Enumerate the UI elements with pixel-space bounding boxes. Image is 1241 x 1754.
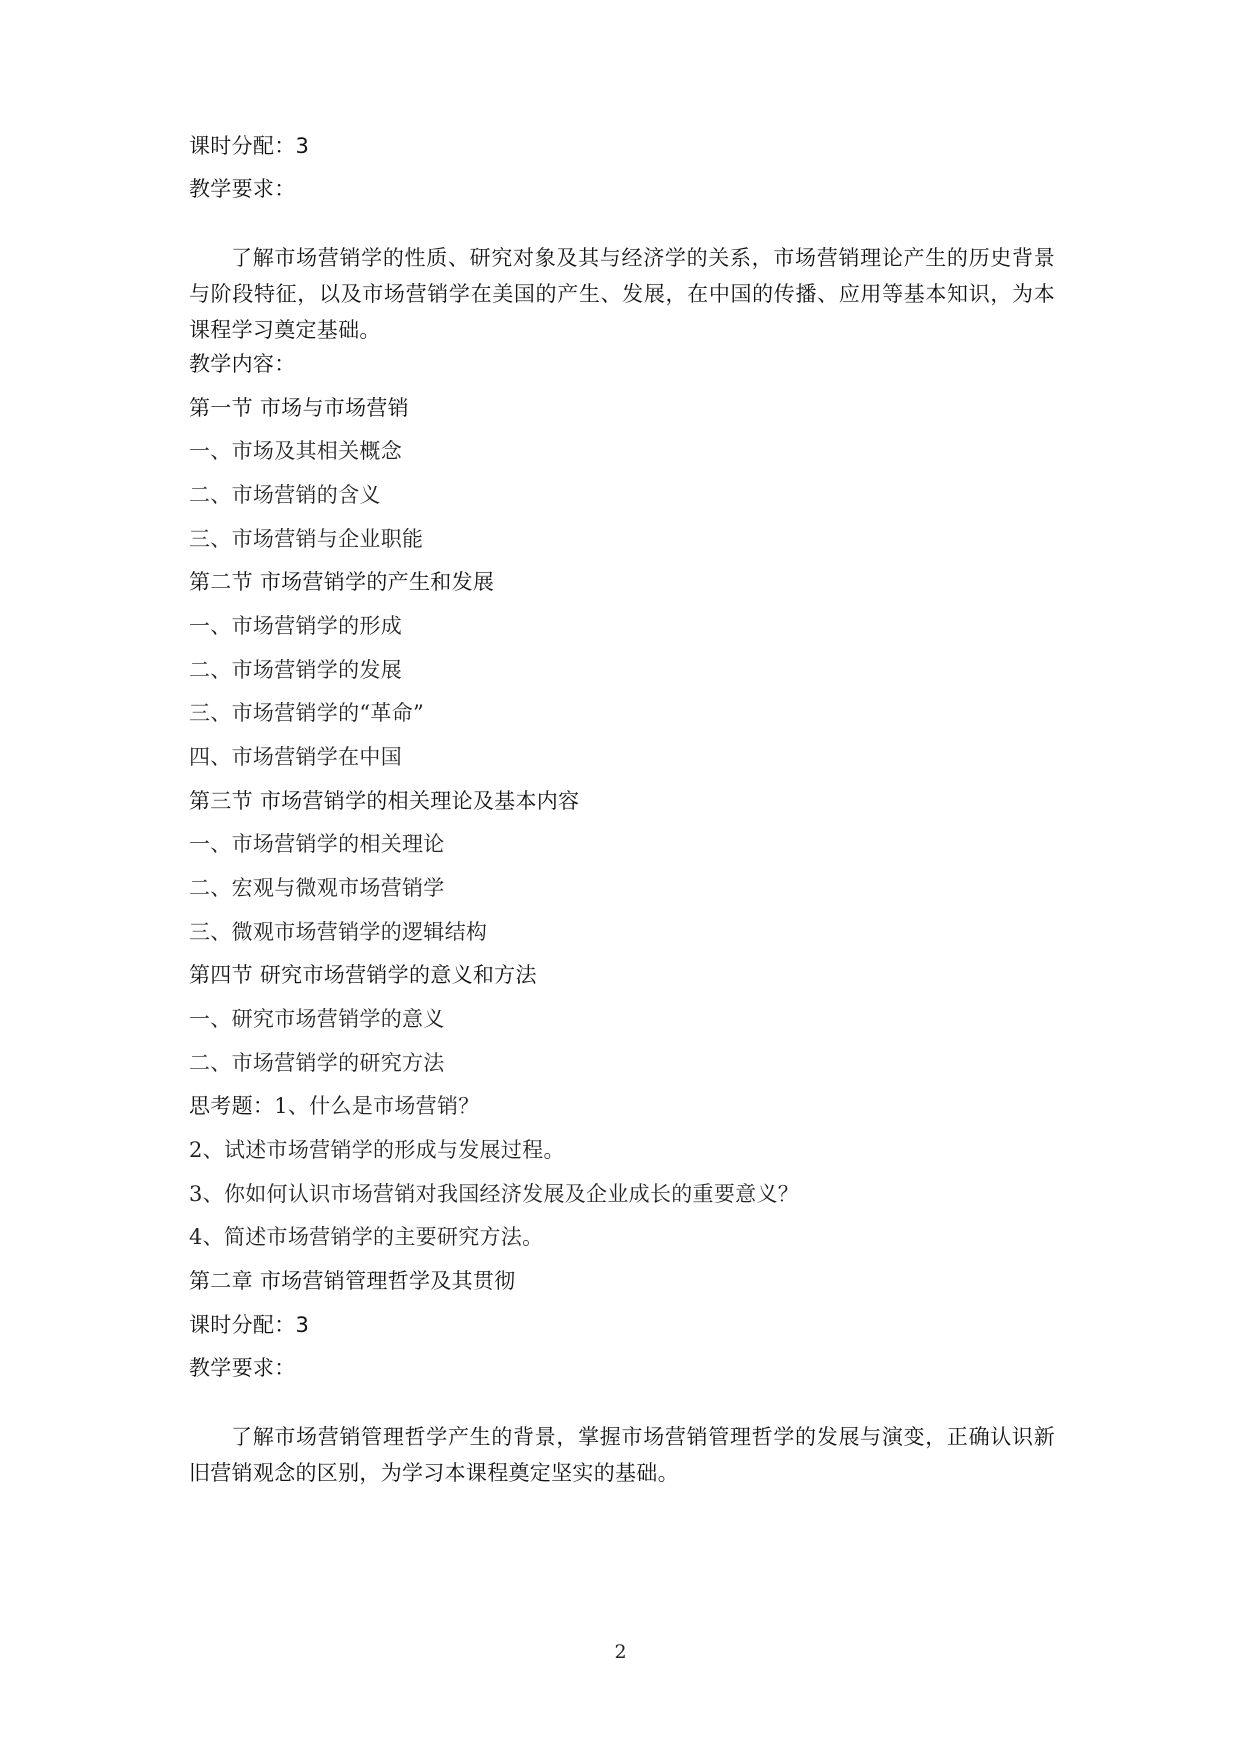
section-3-item-3: 三、微观市场营销学的逻辑结构	[189, 920, 488, 944]
section-2-title: 第二节 市场营销学的产生和发展	[189, 570, 495, 594]
chapter2-title: 第二章 市场营销管理哲学及其贯彻	[189, 1269, 516, 1293]
section-4-title: 第四节 研究市场营销学的意义和方法	[189, 963, 537, 987]
chapter1-content-label: 教学内容：	[189, 352, 296, 376]
section-1-item-2: 二、市场营销的含义	[189, 483, 381, 507]
question-3: 3、你如何认识市场营销对我国经济发展及企业成长的重要意义？	[189, 1182, 800, 1206]
section-2-item-1: 一、市场营销学的形成	[189, 614, 402, 638]
chapter1-requirements-label: 教学要求：	[189, 177, 296, 201]
question-4: 4、简述市场营销学的主要研究方法。	[189, 1225, 544, 1249]
section-1-item-3: 三、市场营销与企业职能	[189, 527, 424, 551]
section-2-item-4: 四、市场营销学在中国	[189, 745, 402, 769]
section-2-item-3: 三、市场营销学的“革命”	[189, 701, 425, 725]
section-1-item-1: 一、市场及其相关概念	[189, 439, 402, 463]
section-3-title: 第三节 市场营销学的相关理论及基本内容	[189, 789, 580, 813]
section-3-item-1: 一、市场营销学的相关理论	[189, 832, 445, 856]
questions-line-1	[189, 1091, 480, 1121]
questions-label: 思考题：	[189, 1094, 275, 1118]
section-4-item-2: 二、市场营销学的研究方法	[189, 1051, 445, 1075]
section-2-item-2: 二、市场营销学的发展	[189, 658, 402, 682]
chapter2-hours: 课时分配：3	[189, 1313, 310, 1337]
section-4-item-1: 一、研究市场营销学的意义	[189, 1007, 445, 1031]
chapter2-requirements-label: 教学要求：	[189, 1356, 296, 1380]
question-1: 1、什么是市场营销？	[274, 1094, 480, 1118]
section-3-item-2: 二、宏观与微观市场营销学	[189, 876, 445, 900]
chapter1-hours: 课时分配：3	[189, 134, 310, 158]
chapter1-requirements-text: 了解市场营销学的性质、研究对象及其与经济学的关系，市场营销理论产生的历史背景与阶段特征，以及市场营销学在美国的产生、发展，在中国的传播、应用等基本知识，为本课程学习奠定基础。	[189, 246, 1055, 342]
section-1-title: 第一节 市场与市场营销	[189, 396, 409, 420]
question-2: 2、试述市场营销学的形成与发展过程。	[189, 1138, 565, 1162]
page-number: 2	[614, 1641, 627, 1663]
chapter2-requirements-text: 了解市场营销管理哲学产生的背景，掌握市场营销管理哲学的发展与演变，正确认识新旧营销观念的区别，为学习本课程奠定坚实的基础。	[189, 1425, 1055, 1485]
